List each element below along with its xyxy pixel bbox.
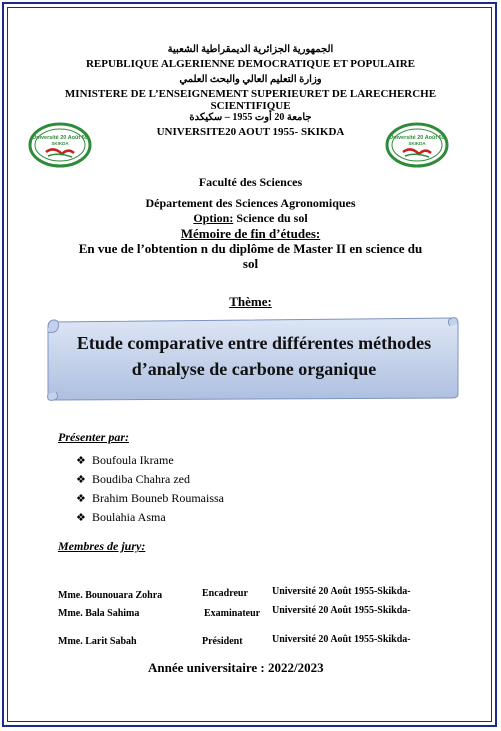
- svg-text:Université 20 Août 55: Université 20 Août 55: [389, 135, 445, 141]
- svg-text:SKIKDA: SKIKDA: [51, 141, 69, 146]
- obtention-line1: En vue de l’obtention n du diplôme de Master II en science du: [78, 241, 423, 256]
- header-ministry-line1: MINISTERE DE L’ENSEIGNEMENT SUPERIEURET DE LARECHERCHE: [64, 88, 437, 100]
- thesis-title-line2: d’analyse de carbone organique: [131, 359, 377, 379]
- student-name: Boulahia Asma: [92, 510, 166, 524]
- option-value: Science du sol: [233, 211, 308, 225]
- thesis-title: [64, 330, 444, 382]
- memoire-heading: Mémoire de fin d’études:: [180, 226, 321, 241]
- jury-member-name: Mme. Bounouara Zohra: [58, 590, 163, 601]
- student-name: Boudiba Chahra zed: [92, 472, 190, 486]
- jury-member-institution: Université 20 Août 1955-Skikda-: [272, 605, 411, 616]
- svg-text:SKIKDA: SKIKDA: [408, 141, 426, 146]
- title-banner: [44, 314, 460, 402]
- jury-member-role: Président: [202, 636, 243, 647]
- option-line: [0, 211, 501, 226]
- header-arabic-republic: الجمهورية الجزائرية الديمقراطية الشعبية: [167, 44, 334, 55]
- header-arabic-ministry: وزارة التعليم العالي والبحث العلمي: [179, 74, 322, 85]
- thesis-title-line1: Etude comparative entre différentes méthodes: [76, 333, 432, 353]
- svg-text:Université 20 Août 55: Université 20 Août 55: [32, 135, 88, 141]
- header-arabic-university: جامعة 20 أوت 1955 – سكيكدة: [189, 112, 312, 123]
- academic-year: Année universitaire : 2022/2023: [148, 660, 324, 675]
- option-label: Option:: [193, 211, 234, 225]
- jury-label: Membres de jury:: [58, 539, 146, 553]
- jury-member-institution: Université 20 Août 1955-Skikda-: [272, 586, 411, 597]
- diamond-bullet-icon: ❖: [76, 512, 86, 524]
- header-university: UNIVERSITE20 AOUT 1955- SKIKDA: [156, 126, 345, 138]
- jury-member-institution: Université 20 Août 1955-Skikda-: [272, 634, 411, 645]
- diamond-bullet-icon: ❖: [76, 455, 86, 467]
- header-ministry-line2: SCIENTIFIQUE: [210, 100, 291, 112]
- department: Département des Sciences Agronomiques: [145, 196, 356, 210]
- diamond-bullet-icon: ❖: [76, 474, 86, 486]
- faculty: Faculté des Sciences: [198, 175, 303, 189]
- obtention-line2: sol: [242, 256, 259, 271]
- jury-member-name: Mme. Bala Sahima: [58, 608, 140, 619]
- student-name: Boufoula Ikrame: [92, 453, 174, 467]
- theme-label: Thème:: [229, 294, 272, 309]
- jury-member-role: Encadreur: [202, 588, 248, 599]
- presenter-label: Présenter par:: [58, 430, 129, 444]
- diamond-bullet-icon: ❖: [76, 493, 86, 505]
- jury-member-name: Mme. Larit Sabah: [58, 636, 137, 647]
- header-republic: REPUBLIQUE ALGERIENNE DEMOCRATIQUE ET POPULAIRE: [85, 58, 416, 70]
- student-name: Brahim Bouneb Roumaissa: [92, 491, 224, 505]
- jury-member-role: Examinateur: [204, 608, 261, 619]
